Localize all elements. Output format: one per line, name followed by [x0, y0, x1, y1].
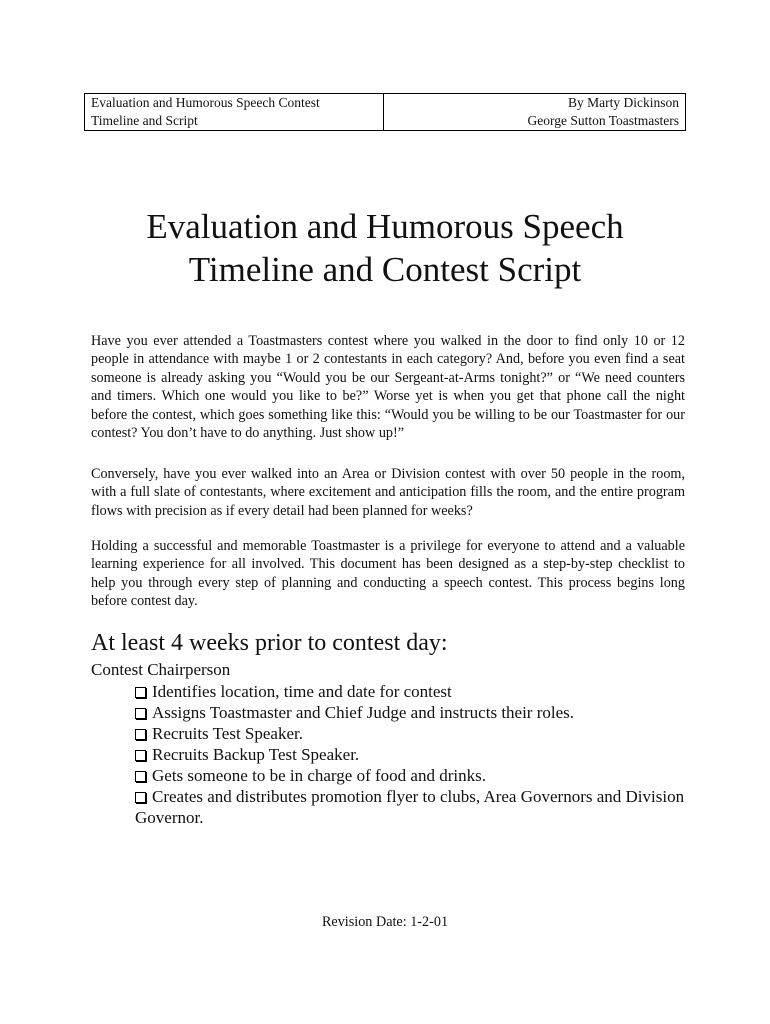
intro-paragraph: Have you ever attended a Toastmasters contest where you walked in the door to find only 10 or 12 people in attendance with maybe 1 or 2 contestants in each category? And, before you even find a seat someone is already asking you “Would you be our Sergeant-at-Arms tonight?” or “We need counters and timers. Which one would you like to be?” Worse yet is when you get that phone call the night before the contest, which goes something like this: “Would you be willing to be our Toastmaster for our contest? You don’t have to do anything. Just show up!”: [91, 333, 685, 442]
checklist-item: [135, 723, 695, 744]
header-left-cell: [85, 94, 384, 130]
checklist-item: [135, 786, 695, 828]
checkbox-icon[interactable]: [135, 750, 146, 761]
checklist-item-text: Assigns Toastmaster and Chief Judge and instructs their roles.: [152, 703, 575, 722]
checkbox-icon[interactable]: [135, 708, 146, 719]
purpose-paragraph: Holding a successful and memorable Toastmaster is a privilege for everyone to attend and a valuable learning experience for all involved. This document has been designed as a step-by-step checklist to help you through every step of planning and conducting a speech contest. This process begins long before contest day.: [91, 538, 685, 610]
header-author: By Marty Dickinson: [568, 95, 679, 110]
checkbox-icon[interactable]: [135, 792, 146, 803]
checklist-item-text: Creates and distributes promotion flyer to clubs, Area Governors and Division Governor.: [135, 787, 685, 827]
checklist-item-text: Identifies location, time and date for contest: [152, 682, 452, 701]
checklist-item-text: Recruits Test Speaker.: [152, 724, 303, 743]
checkbox-icon[interactable]: [135, 687, 146, 698]
header-doc-title-line1: Evaluation and Humorous Speech Contest: [91, 95, 320, 110]
checklist-item-text: Recruits Backup Test Speaker.: [152, 745, 360, 764]
role-heading: Contest Chairperson: [91, 660, 231, 679]
contrast-paragraph: Conversely, have you ever walked into an Area or Division contest with over 50 people in the room, with a full slate of contestants, where excitement and anticipation fills the room, and the entire program flows with precision as if every detail had been planned for weeks?: [91, 466, 685, 519]
revision-date: Revision Date: 1-2-01: [321, 914, 449, 930]
header-organization: George Sutton Toastmasters: [527, 113, 679, 128]
checklist-item: [135, 744, 695, 765]
checkbox-icon[interactable]: [135, 729, 146, 740]
page-title: [0, 205, 770, 291]
checklist-item: [135, 765, 695, 786]
checklist-item: [135, 681, 695, 702]
header-doc-title-line2: Timeline and Script: [91, 113, 198, 128]
header-right-cell: [384, 94, 685, 130]
checklist-item: [135, 702, 695, 723]
checkbox-icon[interactable]: [135, 771, 146, 782]
page-title-line1: Evaluation and Humorous Speech: [146, 207, 624, 246]
page-title-line2: Timeline and Contest Script: [188, 250, 582, 289]
checklist: [135, 681, 695, 828]
checklist-item-text: Gets someone to be in charge of food and drinks.: [152, 766, 486, 785]
section-heading: At least 4 weeks prior to contest day:: [91, 630, 448, 656]
header-table: [84, 93, 686, 131]
